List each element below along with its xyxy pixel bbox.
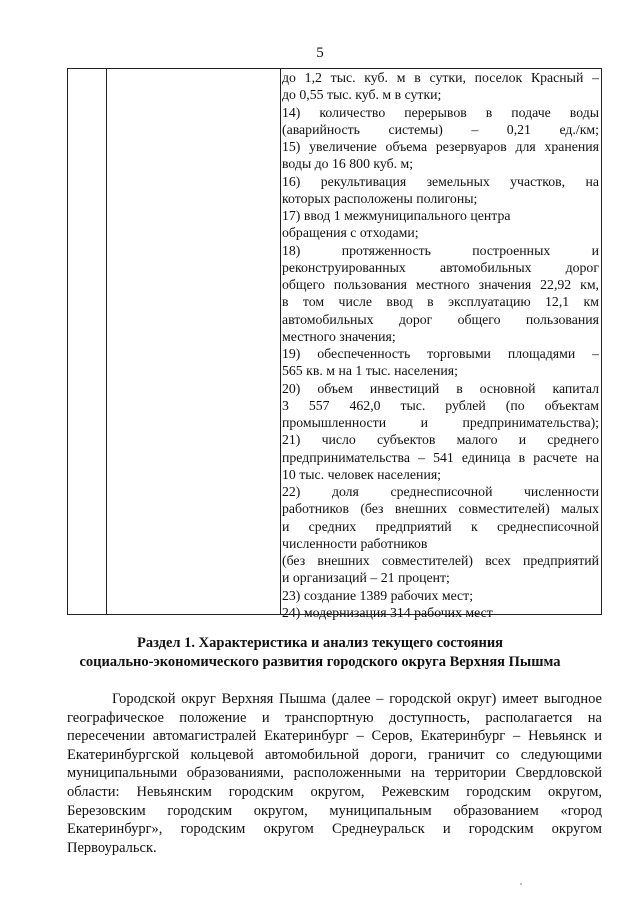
indicator-line: (аварийность системы) – 0,21 ед./км; bbox=[282, 121, 599, 137]
scan-speck bbox=[520, 883, 522, 885]
table-continuation bbox=[67, 68, 602, 620]
indicator-line: общего пользования местного значения 22,92 км, bbox=[282, 277, 599, 292]
paragraph-line: области: Невьянским городским округом, Режевским городским округом, bbox=[67, 783, 602, 800]
indicator-line: в том числе ввод в эксплуатацию 12,1 км bbox=[282, 294, 599, 310]
indicator-line: 14) количество перерывов в подаче воды bbox=[282, 104, 599, 120]
indicators-cell bbox=[282, 69, 599, 621]
indicator-line: 22) доля среднесписочной численности bbox=[282, 484, 599, 499]
indicator-line: (без внешних совместителей) всех предприятий bbox=[282, 553, 599, 568]
indicator-line: предпринимательства – 541 единица в расчете на bbox=[282, 449, 599, 465]
indicator-line: и средних предприятий к среднесписочной bbox=[282, 518, 599, 534]
column-divider bbox=[106, 69, 107, 614]
indicator-line: работников (без внешних совместителей) малых bbox=[282, 501, 599, 517]
paragraph-line: муниципальными образованиями, расположенными на территории Свердловской bbox=[67, 765, 602, 782]
indicator-line: 3 557 462,0 тыс. рублей (по объектам bbox=[282, 397, 599, 413]
indicator-line: 10 тыс. человек населения; bbox=[282, 466, 442, 482]
indicator-line: промышленности и предпринимательства); bbox=[282, 415, 599, 430]
body-paragraph bbox=[67, 690, 602, 857]
indicator-line: до 0,55 тыс. куб. м в сутки; bbox=[282, 87, 442, 103]
indicator-line: 15) увеличение объема резервуаров для хранения bbox=[282, 139, 599, 154]
indicator-line: 24) модернизация 314 рабочих мест bbox=[282, 604, 493, 620]
indicator-line: 565 кв. м на 1 тыс. населения; bbox=[282, 363, 458, 379]
paragraph-line: Первоуральск. bbox=[67, 839, 157, 856]
section-heading-line: Раздел 1. Характеристика и анализ текущего состояния bbox=[136, 635, 504, 651]
paragraph-line: пересечении автомагистралей Екатеринбург – Серов, Екатеринбург – Невьянск и bbox=[67, 728, 602, 745]
column-divider bbox=[280, 69, 281, 614]
indicator-line: местного значения; bbox=[282, 328, 396, 344]
paragraph-line: Екатеринбург», городским округом Среднеуральск и городским округом bbox=[67, 821, 602, 838]
paragraph-line: Городской округ Верхняя Пышма (далее – городской округ) имеет выгодное bbox=[112, 691, 602, 707]
indicator-line: воды до 16 800 куб. м; bbox=[282, 156, 414, 172]
page-number: 5 bbox=[316, 45, 324, 61]
indicator-line: обращения с отходами; bbox=[282, 225, 419, 241]
indicator-line: 20) объем инвестиций в основной капитал bbox=[282, 380, 599, 396]
indicator-line: и организаций – 21 процент; bbox=[282, 570, 450, 586]
paragraph-line: Березовским городским округом, муниципальным образованием «город bbox=[67, 802, 602, 819]
indicator-line: 23) создание 1389 рабочих мест; bbox=[282, 587, 474, 603]
indicator-line: численности работников bbox=[282, 535, 428, 551]
section-heading-line: социально-экономического развития городского округа Верхняя Пышма bbox=[79, 654, 561, 670]
indicator-line: 18) протяженность построенных и bbox=[282, 242, 599, 258]
indicator-line: 16) рекультивация земельных участков, на bbox=[282, 173, 599, 189]
indicator-line: 21) число субъектов малого и среднего bbox=[282, 432, 599, 448]
indicator-line: которых расположены полигоны; bbox=[282, 190, 478, 206]
indicator-line: 19) обеспеченность торговыми площадями – bbox=[282, 346, 599, 361]
paragraph-line: географическое положение и транспортную доступность, располагается на bbox=[67, 709, 602, 726]
section-heading bbox=[0, 634, 640, 672]
indicator-line: автомобильных дорог общего пользования bbox=[282, 311, 599, 327]
indicator-line: 17) ввод 1 межмуниципального центра bbox=[282, 208, 511, 223]
indicator-line: реконструированных автомобильных дорог bbox=[282, 259, 599, 275]
paragraph-line: Екатеринбургской кольцевой автомобильной дороги, граничит со следующими bbox=[67, 746, 602, 763]
indicator-line: до 1,2 тыс. куб. м в сутки, поселок Красный – bbox=[282, 70, 599, 85]
